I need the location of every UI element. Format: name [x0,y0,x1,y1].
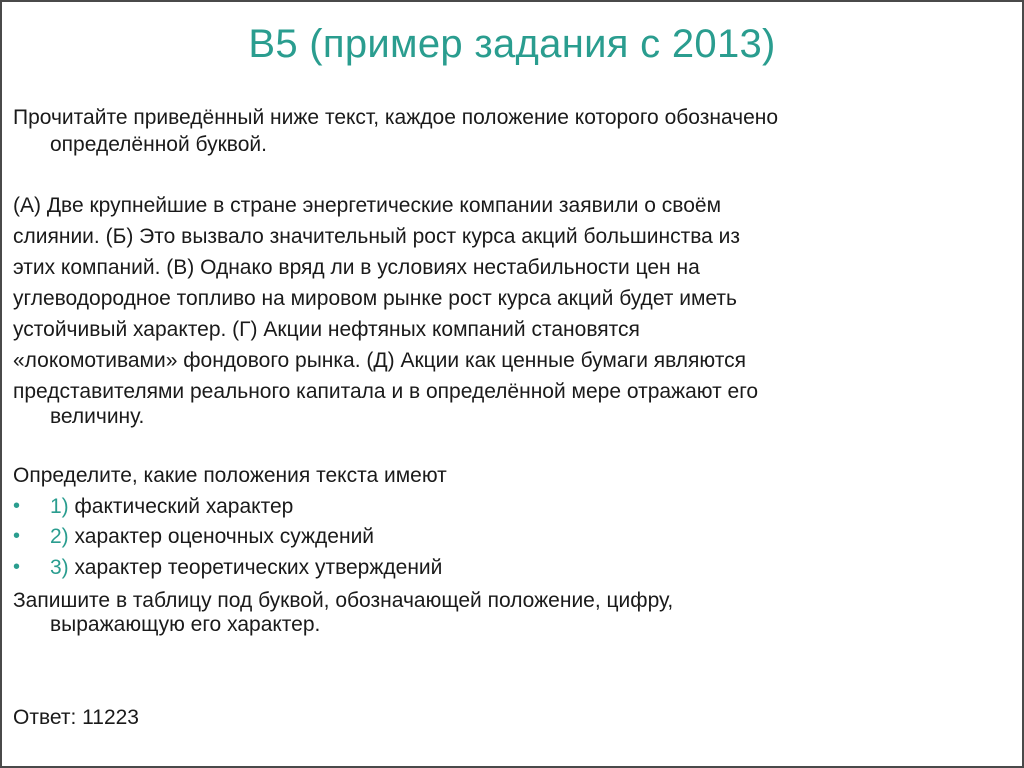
slide-title: В5 (пример задания с 2013) [248,22,776,66]
passage-line-4: углеводородное топливо на мировом рынке рост курса акций будет иметь [13,287,737,310]
option-number: 2) [50,525,69,548]
passage-line-6: «локомотивами» фондового рынка. (Д) Акции как ценные бумаги являются [13,349,746,372]
passage-line-8: величину. [50,405,145,428]
task-line-1: Запишите в таблицу под буквой, обозначающей положение, цифру, [13,589,674,612]
task-line-2: выражающую его характер. [50,613,321,636]
passage-line-2: слиянии. (Б) Это вызвало значительный рост курса акций большинства из [13,225,740,248]
passage-line-7: представителями реального капитала и в определённой мере отражают его [13,380,759,403]
passage-line-5: устойчивый характер. (Г) Акции нефтяных компаний становятся [13,318,640,341]
bullet-icon: • [13,556,21,578]
option-text: характер оценочных суждений [74,525,375,548]
option-text: фактический характер [74,495,294,518]
instruction-line-1: Прочитайте приведённый ниже текст, каждое положение которого обозначено [13,106,779,129]
passage-line-1: (А) Две крупнейшие в стране энергетические компании заявили о своём [13,194,722,217]
answer-text: Ответ: 11223 [13,706,139,729]
option-number: 1) [50,495,69,518]
instruction-line-2: определённой буквой. [50,133,267,156]
question-text: Определите, какие положения текста имеют [13,464,447,487]
bullet-icon: • [13,495,21,517]
option-text: характер теоретических утверждений [74,556,443,579]
passage-line-3: этих компаний. (В) Однако вряд ли в условиях нестабильности цен на [13,256,700,279]
bullet-icon: • [13,525,21,547]
option-number: 3) [50,556,69,579]
